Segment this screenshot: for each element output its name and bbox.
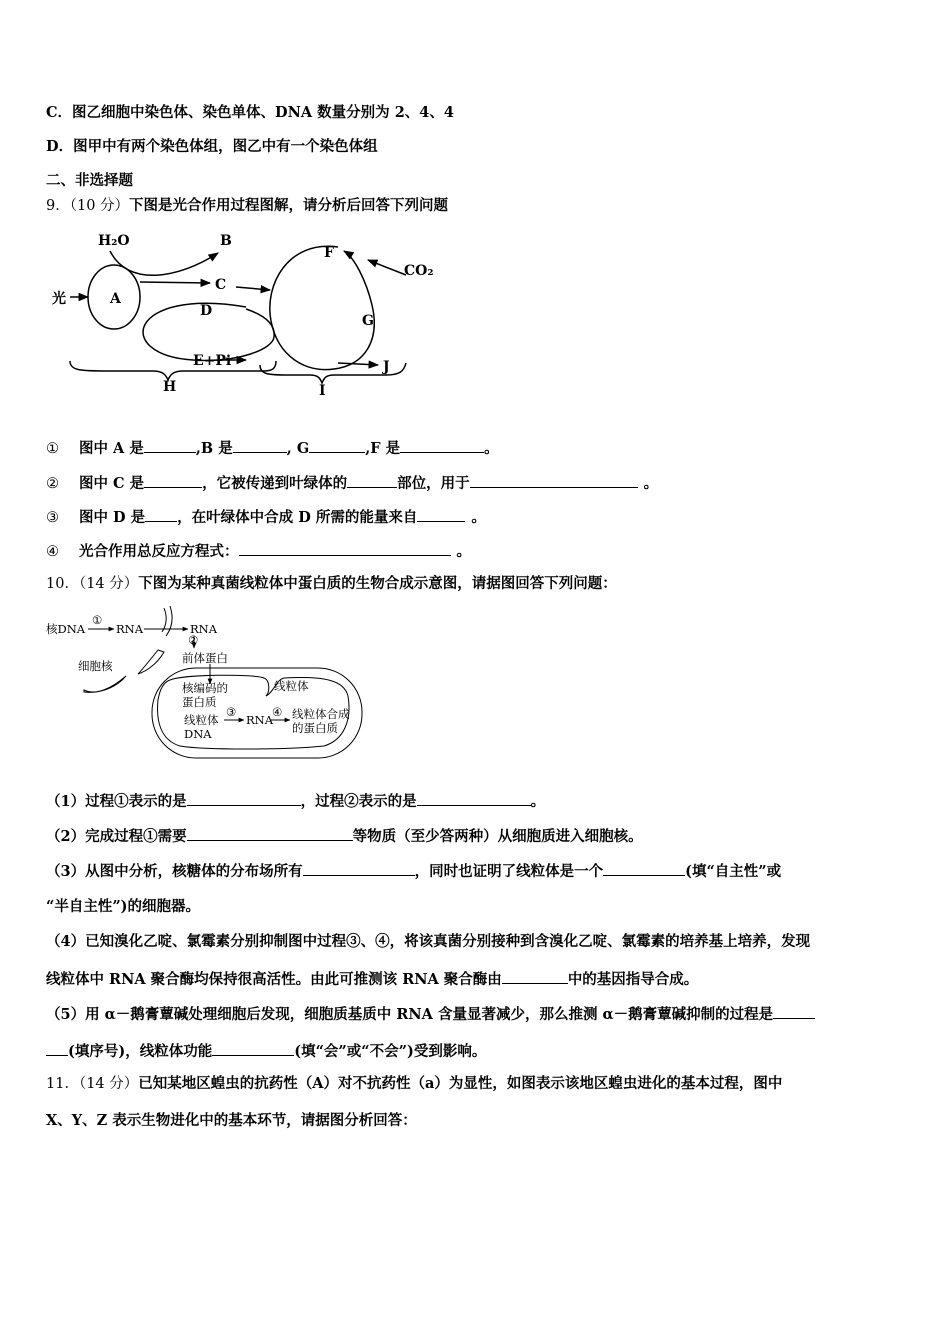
q9-sub3-p1: 图中 D 是 <box>79 509 146 526</box>
label-b: B <box>220 233 232 249</box>
q10-s5b-p1: (填序号)，线粒体功能 <box>68 1043 213 1060</box>
q9-stem <box>46 196 448 216</box>
q9-stem-text: 下图是光合作用过程图解，请分析后回答下列问题 <box>129 197 449 214</box>
q9-sub1-blank-a[interactable] <box>144 437 196 453</box>
label-light: 光 <box>52 291 66 307</box>
q10-stem-text: 下图为某种真菌线粒体中蛋白质的生物合成示意图，请据图回答下列问题： <box>138 575 617 592</box>
label-d: D <box>200 303 213 319</box>
q10-score: （14 分） <box>78 576 139 592</box>
q9-sub1-end: 。 <box>484 440 499 457</box>
q10-s3-p2: ，同时也证明了线粒体是一个 <box>414 863 604 880</box>
q9-sub3-num: ③ <box>46 510 59 526</box>
q9-sub4-p1: 光合作用总反应方程式： <box>79 543 239 560</box>
q9-sub3-blank-d[interactable] <box>145 506 177 522</box>
q10-stem <box>46 574 617 594</box>
q9-sub3-blank-energy[interactable] <box>417 506 465 522</box>
section-title: 二、非选择题 <box>46 172 133 189</box>
q9-sub2-blank-site[interactable] <box>347 472 397 488</box>
q9-sub1-blank-b[interactable] <box>233 437 287 453</box>
label-mito-protein-1: 线粒体合成 <box>292 707 350 721</box>
q10-s4: （4）已知溴化乙啶、氯霉素分别抑制图中过程③、④，将该真菌分别接种到含溴化乙啶、氯霉素的培养基上培养，发现 <box>46 933 811 950</box>
q9-sub2-p1: 图中 C 是 <box>79 475 145 492</box>
q9-sub1-blank-g[interactable] <box>309 437 365 453</box>
photosynthesis-diagram <box>48 225 448 400</box>
q9-sub2-end: 。 <box>643 475 659 492</box>
q11-stem-text: 已知某地区蝗虫的抗药性（A）对不抗药性（a）为显性，如图表示该地区蝗虫进化的基本过程，图中 <box>138 1075 783 1092</box>
label-i: I <box>319 383 326 399</box>
q10-s2 <box>46 825 643 847</box>
label-epi: E+Pi <box>193 353 232 369</box>
mito-protein-diagram <box>44 600 374 770</box>
q9-sub4-num: ④ <box>46 544 59 560</box>
label-step1: ① <box>92 613 103 627</box>
q11-number: 11． <box>46 1076 79 1092</box>
label-f: F <box>324 245 334 261</box>
q9-sub2-blank-c[interactable] <box>144 472 202 488</box>
label-mito-dna-2: DNA <box>184 727 212 741</box>
q10-s1-p2: ，过程②表示的是 <box>300 793 417 810</box>
q10-s2-p1: （2）完成过程①需要 <box>46 828 187 845</box>
q9-sub1-p1: 图中 A 是 <box>79 440 144 457</box>
q10-s3-blank-1[interactable] <box>303 860 415 876</box>
label-c: C <box>215 277 227 293</box>
q9-score: （10 分） <box>69 198 130 214</box>
q11-stem2: X、Y、Z 表示生物进化中的基本环节，请据图分析回答： <box>46 1112 417 1129</box>
q10-s4b-p1: 线粒体中 RNA 聚合酶均保持很高活性。由此可推测该 RNA 聚合酶由 <box>46 971 502 988</box>
label-h: H <box>163 379 177 395</box>
q9-sub4 <box>46 540 471 562</box>
q9-sub1-blank-f[interactable] <box>400 437 484 453</box>
q10-s5b-p2: (填“会”或“不会”)受到影响。 <box>294 1043 487 1060</box>
q8-option-c: C．图乙细胞中染色体、染色单体、DNA 数量分别为 2、4、4 <box>46 104 454 121</box>
label-rna3: RNA <box>246 713 274 727</box>
q11-stem <box>46 1074 782 1094</box>
q9-sub1-p2: ,B 是 <box>195 440 233 457</box>
label-step4: ④ <box>272 705 283 719</box>
label-g: G <box>362 313 374 329</box>
q10-s3-p3: (填“自主性”或 <box>685 863 782 880</box>
q10-s5 <box>46 1003 815 1025</box>
q10-s5b-blank-2[interactable] <box>212 1040 294 1056</box>
q9-sub2-p3: 部位，用于 <box>397 475 470 492</box>
q10-s3-blank-2[interactable] <box>603 860 685 876</box>
q10-s3 <box>46 860 781 882</box>
q10-s5-blank-1b[interactable] <box>46 1040 68 1056</box>
q11-score: （14 分） <box>78 1076 139 1092</box>
q10-s3b: “半自主性”)的细胞器。 <box>46 898 201 915</box>
label-nucleus: 细胞核 <box>78 659 113 673</box>
label-nuclear-protein-1: 核编码的 <box>182 681 228 695</box>
q9-sub4-end: 。 <box>456 543 471 560</box>
q10-s2-p2: 等物质（至少答两种）从细胞质进入细胞核。 <box>352 828 643 845</box>
q9-number: 9． <box>46 198 70 214</box>
q10-s4b-blank[interactable] <box>502 968 568 984</box>
q9-sub2-num: ② <box>46 476 59 492</box>
q9-sub2-blank-use[interactable] <box>470 472 638 488</box>
q10-s5-blank-1a[interactable] <box>773 1003 815 1019</box>
q9-sub4-blank-equation[interactable] <box>239 540 451 556</box>
label-mito-protein-2: 的蛋白质 <box>292 721 338 735</box>
label-h2o: H₂O <box>98 233 130 249</box>
q9-sub1-p4: ,F 是 <box>365 440 401 457</box>
label-nuc-dna: 核DNA <box>46 622 86 636</box>
label-precursor: 前体蛋白 <box>182 651 228 665</box>
q10-s5b <box>46 1040 486 1062</box>
q9-sub3 <box>46 506 486 528</box>
q10-s1-blank-2[interactable] <box>417 790 531 806</box>
q8-option-d: D．图甲中有两个染色体组，图乙中有一个染色体组 <box>46 138 378 155</box>
q9-sub3-p2: ，在叶绿体中合成 D 所需的能量来自 <box>177 509 418 526</box>
label-mito-dna-1: 线粒体 <box>184 713 219 727</box>
q9-sub3-end: 。 <box>471 509 486 526</box>
label-rna: RNA <box>116 622 144 636</box>
q10-s1-p1: （1）过程①表示的是 <box>46 793 187 810</box>
label-step3: ③ <box>226 705 237 719</box>
q10-s3-p1: （3）从图中分析，核糖体的分布场所有 <box>46 863 303 880</box>
label-co2: CO₂ <box>404 263 434 279</box>
q10-s1-blank-1[interactable] <box>187 790 301 806</box>
q9-sub1-p3: , G <box>286 440 310 457</box>
q9-sub2 <box>46 472 658 494</box>
label-rna2: RNA <box>190 622 218 636</box>
label-a: A <box>110 291 121 307</box>
q10-s4b-p2: 中的基因指导合成。 <box>567 971 699 988</box>
label-nuclear-protein-2: 蛋白质 <box>182 695 217 709</box>
label-mito: 线粒体 <box>274 679 309 693</box>
q10-s1-end: 。 <box>530 793 546 810</box>
label-step2: ② <box>188 633 199 647</box>
q10-s4b <box>46 968 698 990</box>
q10-s2-blank[interactable] <box>187 825 353 841</box>
label-j: J <box>383 359 390 375</box>
q9-sub1 <box>46 437 499 459</box>
q10-number: 10． <box>46 576 79 592</box>
q9-sub1-num: ① <box>46 441 59 457</box>
q10-s1 <box>46 790 545 812</box>
q10-s5-p1: （5）用 α－鹅膏蕈碱处理细胞后发现，细胞质基质中 RNA 含量显著减少，那么推测 α－鹅膏蕈碱抑制的过程是 <box>46 1006 774 1023</box>
q9-sub2-p2: ，它被传递到叶绿体的 <box>202 475 348 492</box>
